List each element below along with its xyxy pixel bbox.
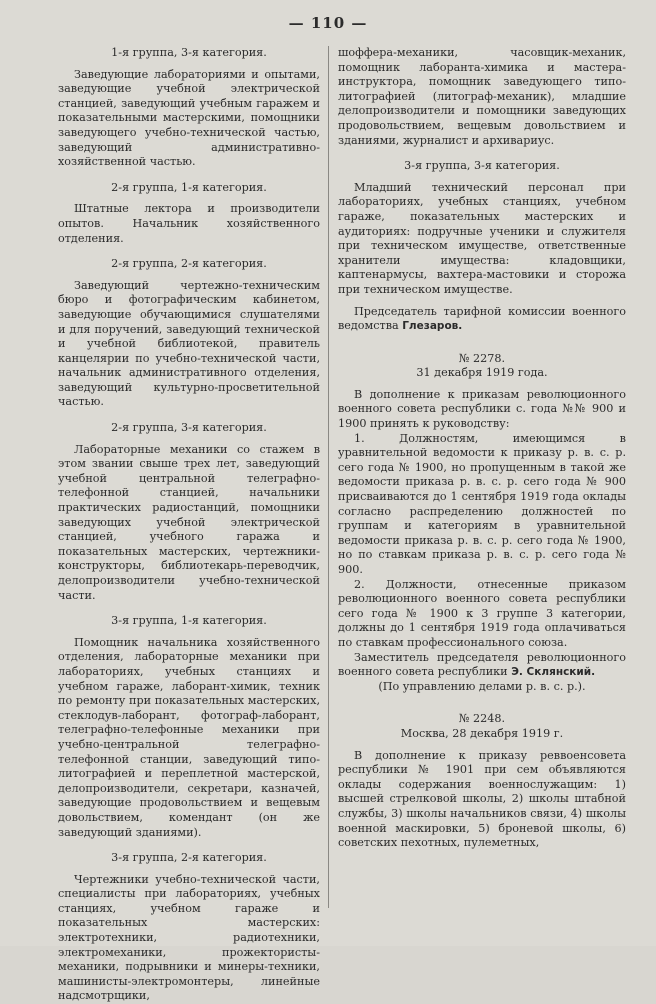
signature-name: Э. Склянский. <box>511 666 596 679</box>
page-number: — 110 — <box>288 14 368 32</box>
group-heading: 2-я группа, 2-я категория. <box>111 257 267 271</box>
paragraph: Помощник начальника хозяйственного отделения, лабораторные механики при лабораториях, учебных станциях и учебном гараже, лаборант-химик, техник по ремонту при показательных мастерских, стеклодув-лаборант, фотограф-лаборант, телеграфно-телефонные механики при учебно-центральной телеграфно-телефонной станции, заведующий типо-литографией и переплетной мастерской, делопроизводители, секретари, казначей, заведующие продовольствием и вещевым довольствием, комендант (он же заведующий зданиями). <box>58 635 320 839</box>
signature-role: Председатель тарифной комиссии военного ведомства <box>338 304 626 333</box>
signature-note: (По управлению делами р. в. с. р.). <box>378 679 586 693</box>
paragraph: Чертежники учебно-технической части, специалисты при лабораториях, учебных станциях, учебном гараже и показательных мастерских: электротехники, радиотехники, электромеханики, прожектористы-механики, подрывники и минеры-техники, машинисты-электромонтеры, линейные надсмотрщики, <box>58 872 320 1003</box>
paragraph: Заведующие лабораториями и опытами, заведующие учебной электрической станцией, заведующий учебным гаражем и показательными мастерскими, помощники заведующего учебно-технической частью, заведующий административно-хозяйственной частью. <box>58 67 320 169</box>
paragraph: Младший технический персонал при лабораториях, учебных станциях, учебном гараже, показательных мастерских и аудиториях: подручные ученики и служителя при техническом имуществе, ответственные хранители имущества: кладовщики, каптенармусы, вахтера-мастовики и сторожа при техническом имуществе. <box>338 180 626 296</box>
group-heading: 3-я группа, 1-я категория. <box>111 614 267 628</box>
group-heading: 1-я группа, 3-я категория. <box>111 46 267 59</box>
group-heading: 2-я группа, 1-я категория. <box>111 180 267 194</box>
paragraph: шоффера-механики, часовщик-механик, помощник лаборанта-химика и мастера-инструктора, помощник заведующего типо-литографией (литограф-механик), младшие делопроизводители и помощники заведующих продовольствием, вещевым довольствием и зданиями, журналист и архивариус. <box>338 46 626 147</box>
paragraph: В дополнение к приказам революционного военного совета республики с. года №№ 900 и 1900 принять к руководству: <box>338 387 626 431</box>
left-column <box>58 46 320 1004</box>
paragraph: Лабораторные механики со стажем в этом звании свыше трех лет, заведующий учебной центральной телеграфно-телефонной станцией, начальники практических радиостанций, помощники заведующих учебной электрической станцией, учебного гаража и показательных мастерских, чертежники-конструкторы, библиотекарь-переводчик, делопроизводители учебно-технической части. <box>58 442 320 602</box>
paragraph: 1. Должностям, имеющимся в уравнительной ведомости к приказу р. в. с. р. сего года № 1900, но пропущенным в такой же ведомости приказа р. в. с. р. сего года № 900 присваиваются до 1 сентября 1919 года оклады согласно распределению должностей по группам и категориям в уравнительной ведомости приказа р. в. с. р. сего года № 1900, но по ставкам приказа р. в. с. р. сего года № 900. <box>338 431 626 576</box>
group-heading: 3-я группа, 2-я категория. <box>111 851 267 865</box>
signature-role: Заместитель председателя революционного военного совета республики <box>338 650 626 679</box>
signature-block <box>338 305 626 334</box>
paragraph: В дополнение к приказу реввоенсовета республики № 1901 при сем объявляются оклады содержания военнослужащим: 1) высшей стрелковой школы, 2) школы штабной службы, 3) школы начальников связи, 4) школы военной маскировки, 5) броневой школы, 6) советских пехотных, пулеметных, <box>338 748 626 850</box>
signature-block <box>338 651 626 680</box>
paragraph: Заведующий чертежно-техническим бюро и фотографическим кабинетом, заведующие обучающимися слушателями и для поручений, заведующий технической и учебной библиотекой, правитель канцелярии по учебно-технической части, начальник административного отделения, заведующий культурно-просветительной частью. <box>58 278 320 409</box>
order-number: № 2278. <box>458 351 506 365</box>
column-divider <box>328 46 329 908</box>
order-date: 31 декабря 1919 года. <box>416 366 548 380</box>
paragraph: Штатные лектора и производители опытов. Начальник хозяйственного отделения. <box>58 202 320 245</box>
paragraph: 2. Должности, отнесенные приказом революционного военного совета республики сего года № 1900 к 3 группе 3 категории, должны до 1 сентября 1919 года оплачиваться по ставкам профессионального союза. <box>338 577 626 649</box>
group-heading: 3-я группа, 3-я категория. <box>404 159 560 173</box>
signature-name: Глезаров. <box>402 320 463 333</box>
order-number: № 2248. <box>458 712 506 726</box>
group-heading: 2-я группа, 3-я категория. <box>111 421 267 435</box>
order-date: Москва, 28 декабря 1919 г. <box>400 726 564 740</box>
right-column <box>338 46 626 851</box>
